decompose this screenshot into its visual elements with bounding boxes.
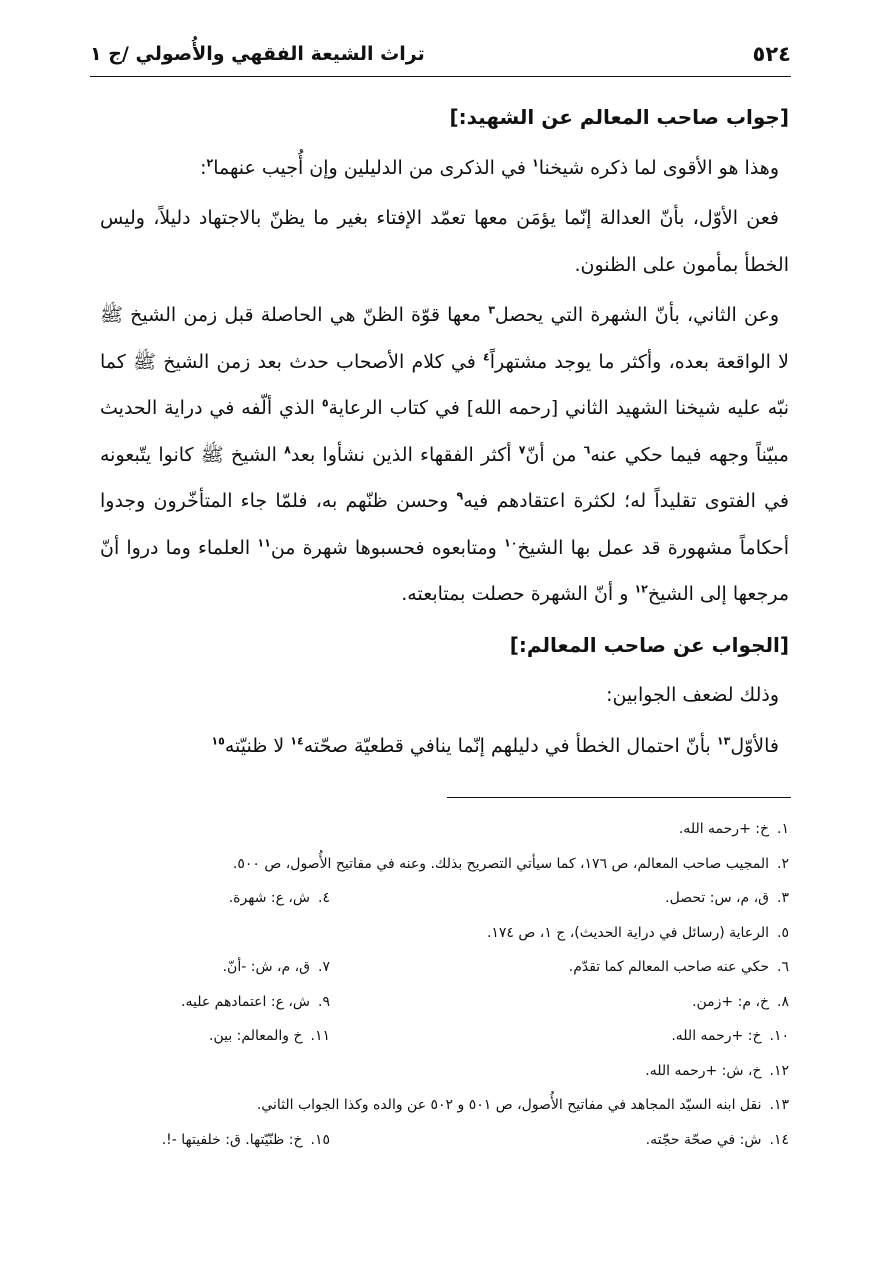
- footnotes: [150, 812, 789, 1157]
- footnote-ref[interactable]: ٦: [583, 443, 591, 457]
- footnote-ref[interactable]: ٩: [456, 489, 464, 503]
- text-run: من أنّ: [525, 443, 584, 466]
- footnote-text: ق، م، س: تحصل.: [665, 890, 770, 906]
- footnote-ref[interactable]: ١٢: [634, 582, 648, 596]
- footnote-number: ١.: [777, 821, 789, 837]
- footnote-row: [150, 985, 789, 1020]
- text-run: فالأوّل: [730, 734, 779, 757]
- footnote-row: [150, 916, 789, 951]
- text-run: :: [200, 156, 207, 179]
- footnote-ref[interactable]: ٢: [206, 156, 214, 170]
- footnote-text: ش: في صحّة حجّته.: [645, 1131, 762, 1148]
- footnote-ref[interactable]: ٤: [483, 350, 490, 364]
- footnote-text: حكي عنه صاحب المعالم كما تقدّم.: [568, 959, 770, 975]
- footnote-number: ٨.: [777, 993, 789, 1010]
- text-run: و أنّ الشهرة حصلت بمتابعته.: [401, 583, 635, 605]
- footnote-number: ٢.: [777, 855, 789, 872]
- footnote-text: المجيب صاحب المعالم، ص ١٧٦، كما سيأتي التصريح بذلك. وعنه في مفاتيح الأُصول، ص ٥٠٠.: [232, 855, 770, 872]
- section-heading: [جواب صاحب المعالم عن الشهيد:]: [449, 105, 789, 129]
- footnote-number: ١١.: [310, 1028, 330, 1044]
- footnote-number: ١٤.: [769, 1131, 789, 1148]
- footnote-text: خ، م: +زمن.: [692, 993, 770, 1010]
- footnote-ref[interactable]: ٥: [321, 396, 329, 410]
- text-run: وهذا هو الأقوى لما ذكره شيخنا: [538, 156, 779, 179]
- footnote-rule: [447, 797, 791, 798]
- footnote-number: ٩.: [318, 993, 330, 1010]
- page-number: ٥٢٤: [752, 42, 791, 66]
- text-run: وعن الثاني، بأنّ الشهرة التي يحصل: [494, 304, 779, 326]
- footnote-number: ٤.: [318, 890, 330, 906]
- footnote: [645, 1054, 789, 1089]
- paragraph: [100, 145, 789, 192]
- footnote: [150, 1123, 330, 1158]
- footnote-number: ١٠.: [769, 1028, 789, 1044]
- footnote: [150, 950, 330, 985]
- text-run: بأنّ احتمال الخطأ في دليلهم إنّما ينافي قطعيّة صحّته: [303, 734, 717, 757]
- footnote-row: [150, 1088, 789, 1123]
- section-heading: [الجواب عن صاحب المعالم:]: [509, 632, 789, 657]
- text-run: الشيخ ﷺ كانوا يتّبعونه في الفتوى تقليداً له؛ لكثرة اعتقادهم فيه: [100, 443, 789, 512]
- footnote: [330, 1123, 789, 1158]
- footnote-number: ٣.: [777, 890, 789, 906]
- footnote-ref[interactable]: ١: [531, 156, 539, 170]
- paragraph: [100, 292, 789, 618]
- footnote: [150, 881, 330, 916]
- footnote-number: ١٢.: [769, 1062, 789, 1079]
- footnote-number: ٧.: [318, 959, 330, 975]
- paragraph: [100, 723, 789, 770]
- footnote-row: [150, 1054, 789, 1089]
- text-run: العلماء وما دروا أنّ مرجعها إلى الشيخ: [100, 536, 789, 605]
- main-text: [100, 94, 789, 773]
- footnote: [233, 847, 789, 882]
- text-run: معها قوّة الظنّ هي الحاصلة قبل زمن الشيخ ﷺ لا الواقعة بعده، وأكثر ما يوجد مشتهراً: [100, 304, 790, 373]
- footnote-text: نقل ابنه السيّد المجاهد في مفاتيح الأُصول، ص ٥٠١ و ٥٠٢ عن والده وكذا الجواب الثاني.: [256, 1097, 762, 1113]
- footnote-text: خ، ش: +رحمه الله.: [645, 1062, 762, 1079]
- footnote-number: ١٣.: [769, 1097, 789, 1113]
- footnote-ref[interactable]: ٨: [284, 443, 291, 457]
- footnote: [679, 812, 789, 847]
- footnote: [150, 1019, 330, 1054]
- footnote: [330, 1019, 789, 1054]
- footnote-row: [150, 950, 789, 985]
- text-run: أكثر الفقهاء الذين نشأوا بعد: [290, 443, 519, 466]
- footnote-text: ش، ع: اعتمادهم عليه.: [181, 993, 311, 1010]
- paragraph: وذلك لضعف الجوابين:: [606, 684, 779, 706]
- footnote-text: خ: +رحمه الله.: [678, 821, 770, 837]
- footnote-ref[interactable]: ٧: [518, 443, 526, 457]
- text-run: ومتابعوه فحسبوها شهرة من: [270, 536, 504, 559]
- page-header: [90, 34, 791, 74]
- footnote-ref[interactable]: ١٣: [716, 734, 731, 748]
- footnote-ref[interactable]: ٣: [488, 303, 495, 317]
- footnote-row: [150, 881, 789, 916]
- footnote: [150, 985, 330, 1020]
- text-run: في كلام الأصحاب حدث بعد زمن الشيخ ﷺ كما نبّه عليه شيخنا الشهيد الثاني [رحمه الله] في كتاب الرعاية: [100, 350, 789, 419]
- footnote-text: ش، ع: شهرة.: [228, 890, 311, 906]
- header-rule: [90, 76, 791, 77]
- text-run: الذي ألّفه في دراية الحديث مبيّناً وجهه فيما حكي عنه: [100, 397, 789, 466]
- footnote: [257, 1088, 789, 1123]
- footnote: [330, 985, 789, 1020]
- footnote: [487, 916, 789, 951]
- footnote-row: [150, 812, 789, 847]
- paragraph: فعن الأوّل، بأنّ العدالة إنّما يؤمَن معها تعمّد الإفتاء بغير ما يظنّ بالاجتهاد دليلاً، وليس الخطأ بمأمون على الظنون.: [100, 207, 789, 276]
- footnote-text: خ والمعالم: بين.: [209, 1028, 303, 1044]
- footnote-number: ٦.: [777, 959, 789, 975]
- footnote-ref[interactable]: ١٠: [504, 536, 518, 550]
- running-title: تراث الشيعة الفقهي والأُصولي /ج ١: [90, 43, 425, 65]
- text-run: لا ظنيّته: [224, 734, 291, 757]
- footnote-row: [150, 1123, 789, 1158]
- footnote-text: خ: ظنّيّتها. ق: خلفيتها -!.: [161, 1131, 303, 1148]
- footnote: [330, 881, 789, 916]
- footnote-ref[interactable]: ١٤: [290, 734, 304, 748]
- footnote-text: ق، م، ش: -أنّ.: [222, 959, 311, 975]
- footnote: [330, 950, 789, 985]
- text-run: في الذكرى من الدليلين وإن أُجيب عنهما: [213, 156, 532, 179]
- footnote-ref[interactable]: ١١: [257, 536, 271, 550]
- footnote-ref[interactable]: ١٥: [211, 734, 225, 748]
- footnote-row: [150, 1019, 789, 1054]
- footnote-number: ٥.: [777, 924, 789, 941]
- footnote-number: ١٥.: [310, 1131, 330, 1148]
- footnote-text: الرعاية (رسائل في دراية الحديث)، ج ١، ص ١٧٤.: [486, 924, 770, 941]
- text-run: وحسن ظنّهم به، فلمّا جاء المتأخّرون وجدوا أحكاماً مشهورة قد عمل بها الشيخ: [100, 490, 789, 559]
- footnote-row: [150, 847, 789, 882]
- footnote-text: خ: +رحمه الله.: [671, 1028, 762, 1044]
